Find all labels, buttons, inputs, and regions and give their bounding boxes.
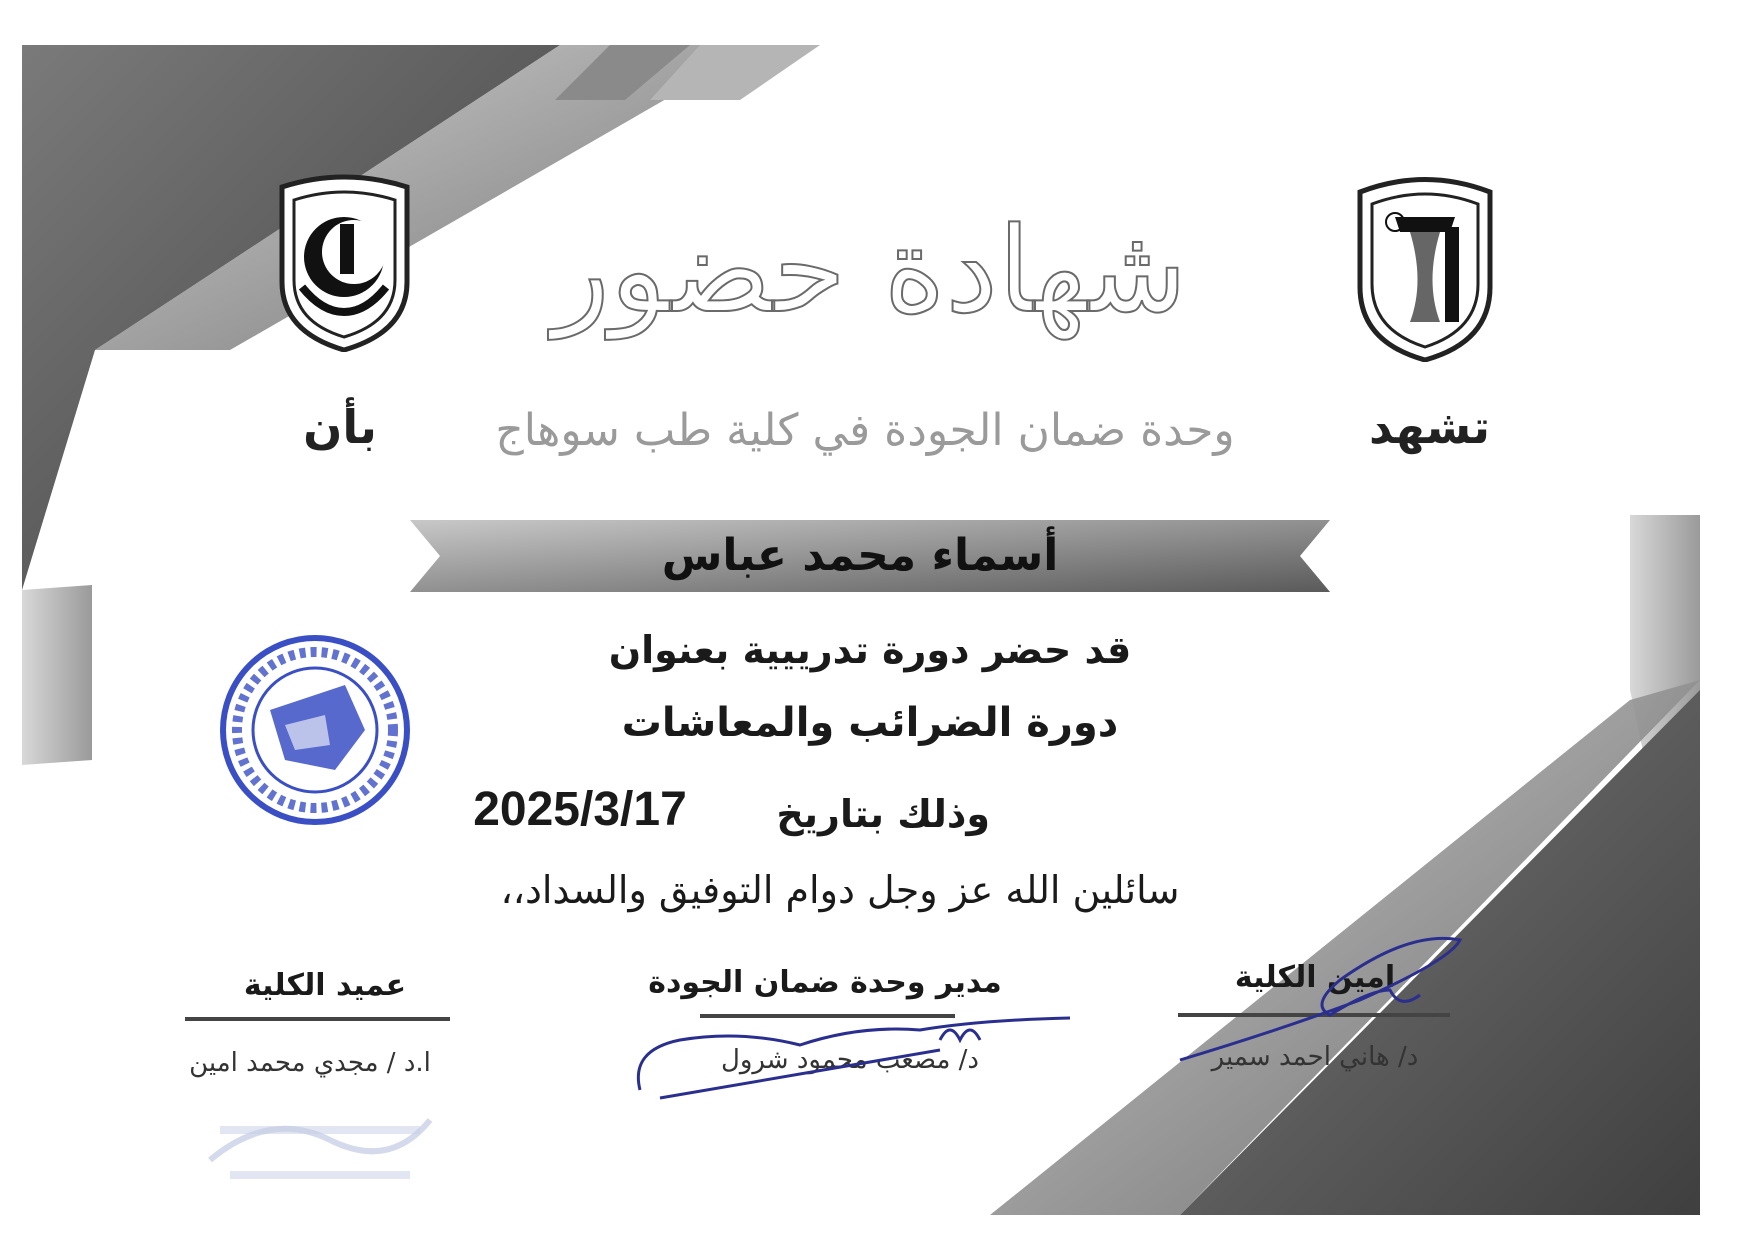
certificate-title: شهادة حضور (552, 201, 1188, 339)
secretary-handwritten-signature (1160, 920, 1480, 1070)
medicine-faculty-crest-icon (272, 172, 417, 352)
signature-name-dean: ا.د / مجدي محمد امين (189, 1048, 431, 1078)
signature-name-quality-director: د/ مصعب محمود شرول (720, 1045, 979, 1075)
signature-line-dean (185, 1017, 450, 1021)
quality-director-handwritten-signature (620, 1010, 1090, 1105)
attended-text: قد حضر دورة تدرييية بعنوان (608, 628, 1132, 672)
course-title: دورة الضرائب والمعاشات (621, 700, 1119, 746)
signature-title-secretary: امين الكلية (1234, 960, 1396, 995)
closing-text: سائلين الله عز وجل دوام التوفيق والسداد،، (500, 868, 1180, 912)
date-value: 2025/3/17 (473, 783, 687, 836)
signature-name-secretary: د/ هاني احمد سمير (1211, 1042, 1419, 1072)
recipient-name: أسماء محمد عباس (661, 530, 1059, 581)
date-label: وذلك بتاريخ (776, 792, 990, 836)
signature-title-quality-director: مدير وحدة ضمان الجودة (648, 965, 1002, 1000)
dean-faded-stamp-signature (190, 1090, 450, 1190)
issuer-name: وحدة ضمان الجودة في كلية طب سوهاج (495, 405, 1235, 456)
intro-word: تشهد (1368, 400, 1490, 454)
quality-unit-stamp-icon (215, 630, 415, 830)
signature-title-dean: عميد الكلية (243, 968, 407, 1003)
sohag-university-crest-icon (1350, 172, 1500, 362)
that-word: بأن (303, 400, 377, 454)
